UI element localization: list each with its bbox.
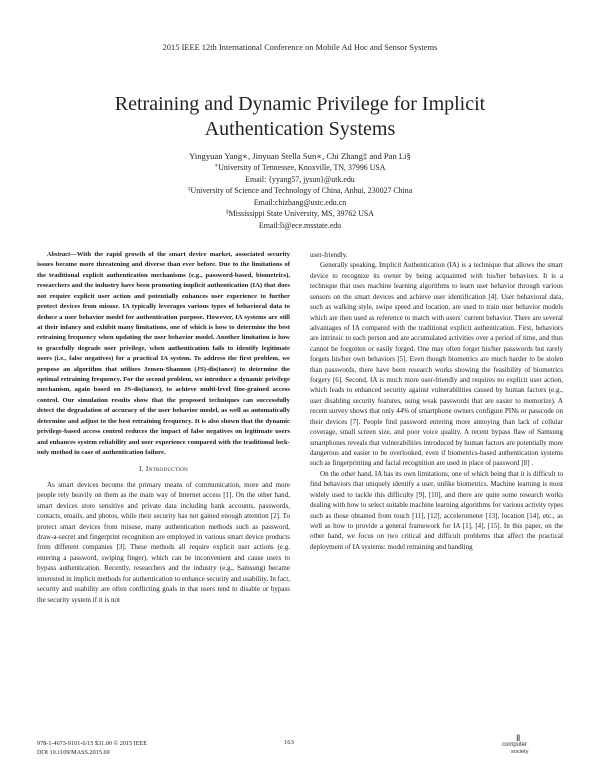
intro-continuation: user-friendly.: [310, 251, 348, 259]
conference-header: 2015 IEEE 12th International Conference on Mobile Ad Hoc and Sensor Systems: [162, 43, 438, 52]
affiliation-3-email: Email:li@ece.msstate.edu: [258, 220, 342, 230]
computer-society-logo: [500, 733, 542, 759]
abstract-text: —With the rapid growth of the smart device market, associated security issues become more threatening and diverse than ever before. Due to the limitations of the traditional explicit authentication mechanisms (e.g., password-based, biometrics), researchers and the industry have been promoting implicit authentication (IA) that does not require explicit user action and potentially enhances user experience to further protect devices from misuse. IA typically leverages various types of behavioral data to deduce a user behavior model for authentication purpose. However, IA systems are still at their infancy and exhibit many limitations, one of which is how to determine the best retraining frequency when updating the user behavior model. Another limitation is how to gracefully degrade user privilege, when authentication fails to identify legitimate users (i.e., false negatives) for a practical IA system. To address the first problem, we propose an algorithm that utilizes Jensen-Shannon (JS)-dis(tance) to determine the optimal retraining frequency. For the second problem, we introduce a dynamic privilege mechanism, again based on JS-dis(tance), to achieve multi-level fine-grained access control. Our simulation results show that the proposed techniques can successfully detect the degradation of accuracy of the user behavior model, as well as automatically determine and adjust to the best retraining frequency. It is also shown that the dynamic privilege-based access control reduces the impact of false negatives on legitimate users and enhances system reliability and user experience compared with the traditional lock-only method in case of authentication failure.: [37, 251, 290, 457]
affiliation-1-text: University of Tennessee, Knoxville, TN, 37996 USA: [218, 163, 386, 172]
right-column: [310, 250, 563, 552]
logo-word-computer: computer: [502, 742, 528, 748]
intro-paragraph-3: On the other hand, IA has its own limitations, one of which being that it is difficult to find behaviors that uniquely identify a user, unlike biometrics. Machine learning is most widely used to tackle this difficulty [9], [10], and there are quite some research works dealing with how to select suitable machine learning algorithms for various activity types such as those obtained from touch [11], [12], accelerometer [13], location [14], etc., as well as how to provide a general framework for IA [1], [4], [15]. In this paper, on the other hand, we focus on two critical and difficult problems that affect the practical deployment of IA systems: model retraining and handling: [310, 469, 563, 551]
affiliation-2: [90, 185, 510, 197]
author-names: Yingyuan Yang∗, Jinyuan Stella Sun∗, Chi Zhang‡ and Pan Li§: [189, 151, 411, 161]
paper-title: [40, 92, 560, 141]
affiliation-3-text: Mississippi State University, MS, 39762 USA: [228, 209, 374, 219]
computer-society-logo-icon: Ⅱ: [516, 733, 520, 743]
abstract-lead: Abstract: [47, 251, 71, 258]
affiliation-2-text: University of Science and Technology of China, Anhui, 230027 China: [190, 186, 413, 196]
affiliation-3: [90, 208, 510, 220]
intro-paragraph-1: As smart devices become the primary means of communication, more and more people rely heavily on them as the main way of Internet access [1]. On the other hand, smart devices store sensitive and private data including bank accounts, passwords, contacts, emails, and photos, while their security has not gained enough attention [2]. To protect smart devices from misuse, many authentication methods such as password, draw-a-secret and fingerprint recognition are employed in various smart device products from different companies [3]. These methods all require explicit user actions (e.g. entering a password, swiping finger), which can be inconvenient and cause users to bypass authentication. Recently, researchers and the industry (e.g., Samsung) became interested in implicit methods for authentication to enhance security and usability. In fact, security and usability are often conflicting goals in that users tend to disable or bypass the security system if it is not: [37, 480, 290, 604]
page-number: 163: [284, 739, 294, 746]
footer-doi: DOI 10.1109/MASS.2015.69: [37, 749, 110, 756]
affiliation-2-email: Email:chizhang@ustc.edu.cn: [253, 197, 347, 207]
left-column: [37, 250, 290, 605]
authors-block: [90, 150, 510, 232]
affiliation-1: [90, 162, 510, 174]
section-title: Introduction: [145, 464, 189, 474]
affiliation-1-mark: ∗: [214, 163, 219, 169]
affiliation-2-mark: ‡: [187, 186, 191, 193]
footer-isbn: 978-1-4673-9101-6/15 $31.00 © 2015 IEEE: [37, 740, 148, 747]
title-line-1: Retraining and Dynamic Privilege for Implicit: [114, 93, 486, 115]
intro-paragraph-2: Generally speaking, Implicit Authentication (IA) is a technique that allows the smart device to recognize its owner by being acquainted with his/her behaviors. It is a technique that uses machine learning algorithms to learn user behavior through various sensors on the smart devices and achieve user identification [4]. User behavioral data, such as walking style, swipe speed and location, are used to train user behavior models which are then used as reference to match with users’ current behavior. There are several advantages of IA compared with the traditional explicit authentication. First, behaviors are intrinsic to each person and are accumulated activities over a period of time, and thus cannot be forgotten or easily forged. One may often forget his/her passwords but rarely forgets his/her own behaviors [5]. Even though biometrics are much harder to be stolen than passwords, there have been research works showing the feasibility of biometrics forgery [6]. Second, IA is much more user-friendly and requires no explicit user action, which leads to enhanced security against vulnerabilities caused by human factors (e.g., user disabling security features, using weak passwords that are easier to memorize). A recent survey shows that only 44% of smartphone owners configure PINs or passcode on their devices [7]. People find password entering more annoying than lack of cellular coverage, small screen size, and poor voice quality. A recent bypass flaw of Samsung smartphones reveals that vulnerabilities introduced by human factors are potentially more dangerous and easier to be overlooked, even if biometrics-based authentication systems such as fingerprinting and facial recognition are used in place of password [8] .: [310, 261, 563, 468]
affiliation-3-mark: §: [225, 209, 229, 216]
abstract: [37, 250, 290, 458]
section-heading-introduction: [37, 464, 290, 474]
title-line-2: Authentication Systems: [204, 117, 396, 140]
section-numeral: I.: [138, 464, 144, 474]
logo-word-society: society: [511, 749, 529, 755]
affiliation-1-email: Email: {yyang57, jysun}@utk.edu: [245, 174, 355, 184]
footer-copyright: [37, 739, 147, 757]
